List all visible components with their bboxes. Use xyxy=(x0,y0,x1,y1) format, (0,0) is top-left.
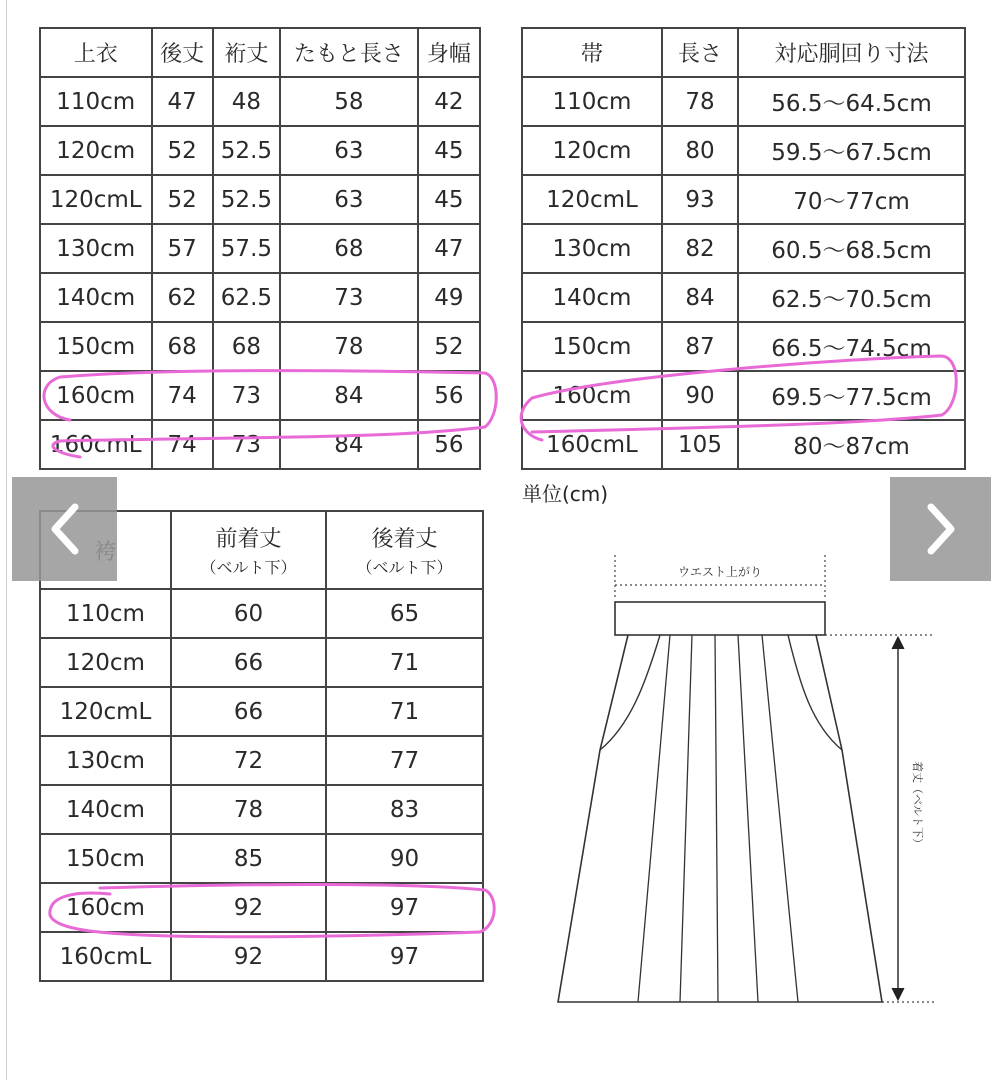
size-cell: 130cm xyxy=(522,224,662,273)
value-cell: 73 xyxy=(213,371,280,420)
value-cell: 80 xyxy=(662,126,738,175)
header-cell: 長さ xyxy=(662,28,738,77)
value-cell: 90 xyxy=(662,371,738,420)
table-row xyxy=(40,175,480,224)
value-cell: 83 xyxy=(326,785,483,834)
size-cell: 150cm xyxy=(40,834,171,883)
value-cell: 74 xyxy=(152,420,213,469)
size-cell: 120cm xyxy=(40,126,152,175)
value-cell: 56 xyxy=(418,371,480,420)
table-row xyxy=(40,420,480,469)
value-cell: 60 xyxy=(171,589,326,638)
size-cell: 110cm xyxy=(40,589,171,638)
table-row xyxy=(522,420,965,469)
unit-label: 単位(cm) xyxy=(522,482,609,506)
value-cell: 90 xyxy=(326,834,483,883)
table-row xyxy=(40,322,480,371)
value-cell: 52 xyxy=(418,322,480,371)
table-row xyxy=(522,273,965,322)
size-cell: 120cmL xyxy=(522,175,662,224)
value-cell: 73 xyxy=(213,420,280,469)
side-slit-left xyxy=(600,635,660,750)
value-cell: 52.5 xyxy=(213,126,280,175)
table-row xyxy=(522,175,965,224)
header-sublabel: （ベルト下） xyxy=(200,558,297,577)
top-size-table xyxy=(39,27,481,470)
value-cell: 84 xyxy=(280,420,418,469)
table-row xyxy=(40,273,480,322)
value-cell: 84 xyxy=(280,371,418,420)
table-header-row xyxy=(522,28,965,77)
size-cell: 160cm xyxy=(40,371,152,420)
table-row xyxy=(40,932,483,981)
value-cell: 47 xyxy=(418,224,480,273)
value-cell: 69.5〜77.5cm xyxy=(738,371,965,420)
table-row xyxy=(522,77,965,126)
value-cell: 62.5 xyxy=(213,273,280,322)
waistband xyxy=(615,602,825,635)
value-cell: 78 xyxy=(280,322,418,371)
value-cell: 59.5〜67.5cm xyxy=(738,126,965,175)
size-cell: 110cm xyxy=(522,77,662,126)
value-cell: 93 xyxy=(662,175,738,224)
table-row xyxy=(40,224,480,273)
value-cell: 78 xyxy=(662,77,738,126)
size-cell: 140cm xyxy=(40,273,152,322)
size-cell: 120cmL xyxy=(40,687,171,736)
pleat-line xyxy=(762,635,798,1002)
table-row xyxy=(522,322,965,371)
value-cell: 47 xyxy=(152,77,213,126)
pleat-line xyxy=(738,635,758,1002)
value-cell: 58 xyxy=(280,77,418,126)
size-cell: 160cmL xyxy=(40,420,152,469)
size-cell: 140cm xyxy=(40,785,171,834)
value-cell: 85 xyxy=(171,834,326,883)
size-cell: 130cm xyxy=(40,224,152,273)
value-cell: 66.5〜74.5cm xyxy=(738,322,965,371)
header-cell: 後丈 xyxy=(152,28,213,77)
table-row xyxy=(40,638,483,687)
value-cell: 56 xyxy=(418,420,480,469)
value-cell: 49 xyxy=(418,273,480,322)
value-cell: 42 xyxy=(418,77,480,126)
table-row xyxy=(40,736,483,785)
pleat-line xyxy=(638,635,670,1002)
value-cell: 68 xyxy=(280,224,418,273)
size-cell: 160cmL xyxy=(522,420,662,469)
table-row xyxy=(40,687,483,736)
size-cell: 160cmL xyxy=(40,932,171,981)
value-cell: 62 xyxy=(152,273,213,322)
table-row xyxy=(40,126,480,175)
header-label: 前着丈 xyxy=(215,527,282,552)
value-cell: 65 xyxy=(326,589,483,638)
chevron-left-icon xyxy=(45,501,85,557)
value-cell: 71 xyxy=(326,638,483,687)
header-cell: 身幅 xyxy=(418,28,480,77)
size-cell: 120cmL xyxy=(40,175,152,224)
header-label: 後着丈 xyxy=(371,527,438,552)
value-cell: 84 xyxy=(662,273,738,322)
value-cell: 80〜87cm xyxy=(738,420,965,469)
length-label: 着丈（ベルト下） xyxy=(911,761,924,849)
table-row xyxy=(40,589,483,638)
header-cell: 裄丈 xyxy=(213,28,280,77)
size-cell: 120cm xyxy=(40,638,171,687)
header-sublabel: （ベルト下） xyxy=(356,558,453,577)
value-cell: 66 xyxy=(171,638,326,687)
value-cell: 52 xyxy=(152,175,213,224)
value-cell: 74 xyxy=(152,371,213,420)
header-cell: 上衣 xyxy=(40,28,152,77)
value-cell: 63 xyxy=(280,175,418,224)
size-cell: 130cm xyxy=(40,736,171,785)
waist-label: ウエスト上がり xyxy=(677,565,763,579)
size-cell: 150cm xyxy=(40,322,152,371)
table-row xyxy=(522,371,965,420)
table-row xyxy=(40,883,483,932)
value-cell: 68 xyxy=(213,322,280,371)
table-row xyxy=(40,785,483,834)
value-cell: 45 xyxy=(418,126,480,175)
table-header-row xyxy=(40,28,480,77)
value-cell: 52.5 xyxy=(213,175,280,224)
value-cell: 57 xyxy=(152,224,213,273)
value-cell: 97 xyxy=(326,932,483,981)
value-cell: 66 xyxy=(171,687,326,736)
skirt-outline xyxy=(558,635,882,1002)
value-cell: 92 xyxy=(171,932,326,981)
arrow-up-icon xyxy=(892,637,904,649)
value-cell: 56.5〜64.5cm xyxy=(738,77,965,126)
arrow-down-icon xyxy=(892,988,904,1000)
value-cell: 72 xyxy=(171,736,326,785)
value-cell: 82 xyxy=(662,224,738,273)
header-cell: 帯 xyxy=(522,28,662,77)
value-cell: 62.5〜70.5cm xyxy=(738,273,965,322)
size-cell: 150cm xyxy=(522,322,662,371)
page-edge-rule xyxy=(6,0,7,1080)
table-row xyxy=(522,126,965,175)
value-cell: 105 xyxy=(662,420,738,469)
value-cell: 48 xyxy=(213,77,280,126)
table-row xyxy=(40,834,483,883)
size-cell: 140cm xyxy=(522,273,662,322)
value-cell: 52 xyxy=(152,126,213,175)
side-slit-right xyxy=(788,635,842,750)
previous-image-button[interactable] xyxy=(12,477,117,581)
value-cell: 70〜77cm xyxy=(738,175,965,224)
value-cell: 57.5 xyxy=(213,224,280,273)
value-cell: 60.5〜68.5cm xyxy=(738,224,965,273)
value-cell: 78 xyxy=(171,785,326,834)
size-cell: 120cm xyxy=(522,126,662,175)
header-cell xyxy=(326,511,483,589)
header-cell xyxy=(171,511,326,589)
value-cell: 73 xyxy=(280,273,418,322)
value-cell: 71 xyxy=(326,687,483,736)
pleat-line xyxy=(680,635,692,1002)
header-cell: 対応胴回り寸法 xyxy=(738,28,965,77)
value-cell: 92 xyxy=(171,883,326,932)
hakama-diagram xyxy=(540,545,940,1015)
table-row xyxy=(40,77,480,126)
pleat-line xyxy=(715,635,718,1002)
value-cell: 87 xyxy=(662,322,738,371)
value-cell: 45 xyxy=(418,175,480,224)
value-cell: 63 xyxy=(280,126,418,175)
size-cell: 160cm xyxy=(522,371,662,420)
size-cell: 160cm xyxy=(40,883,171,932)
value-cell: 97 xyxy=(326,883,483,932)
size-cell: 110cm xyxy=(40,77,152,126)
table-row xyxy=(522,224,965,273)
header-cell: たもと長さ xyxy=(280,28,418,77)
value-cell: 68 xyxy=(152,322,213,371)
value-cell: 77 xyxy=(326,736,483,785)
table-row xyxy=(40,371,480,420)
obi-size-table xyxy=(521,27,966,470)
